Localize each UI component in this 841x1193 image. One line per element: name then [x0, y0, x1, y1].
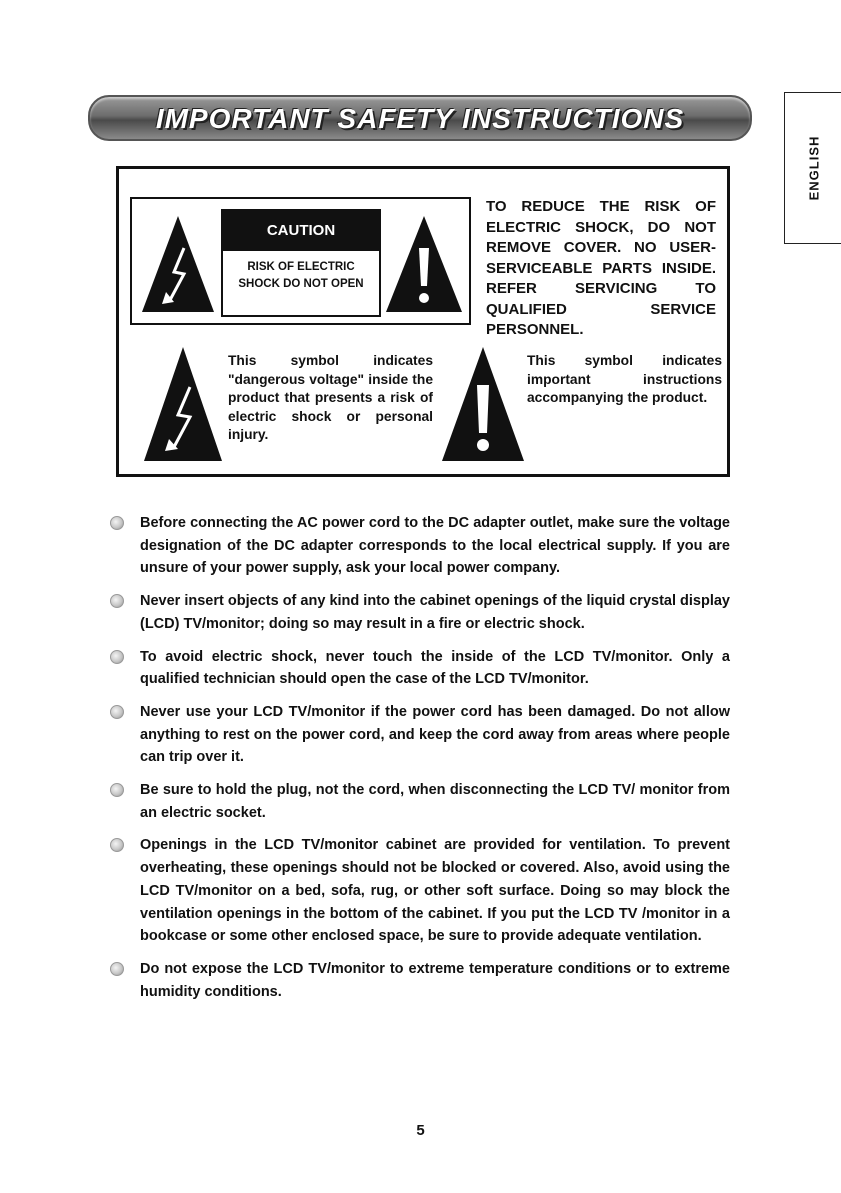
- bullet-icon: [110, 838, 124, 852]
- exclamation-symbol-description: This symbol indicates important instructions accompanying the product.: [527, 353, 722, 405]
- bullet-icon: [110, 783, 124, 797]
- caution-title: CAUTION: [223, 211, 379, 251]
- shock-notice: TO REDUCE THE RISK OF ELECTRIC SHOCK, DO NOT REMOVE COVER. NO USER-SERVICEABLE PARTS INSIDE. REFER SERVICING TO QUALIFIED SERVICE PERSONNEL.: [486, 198, 716, 338]
- bullet-icon: [110, 594, 124, 608]
- list-item: [110, 701, 730, 769]
- lightning-symbol-description: This symbol indicates "dangerous voltage" inside the product that presents a risk of electric shock or personal injury.: [228, 353, 433, 442]
- instruction-text: Never insert objects of any kind into the cabinet openings of the liquid crystal display (LCD) TV/monitor; doing so may result in a fire or electric shock.: [140, 593, 730, 632]
- list-item: [110, 834, 730, 948]
- instruction-text: Do not expose the LCD TV/monitor to extreme temperature conditions or to extreme humidity conditions.: [140, 960, 730, 1000]
- page-number: 5: [416, 1122, 425, 1139]
- instruction-emphasis: If you are unsure of your power supply, ask your local power company.: [140, 537, 730, 577]
- bullet-icon: [110, 650, 124, 664]
- instruction-text: To avoid electric shock, never touch the inside of the LCD TV/monitor. Only a qualified technician should open the case of the LCD TV/monitor.: [140, 648, 730, 688]
- page-title: IMPORTANT SAFETY INSTRUCTIONS: [155, 103, 685, 134]
- bullet-icon: [110, 962, 124, 976]
- language-tab: [784, 92, 841, 244]
- list-item: [110, 779, 730, 824]
- list-item: [110, 512, 730, 580]
- instruction-text: Never use your LCD TV/monitor if the power cord has been damaged. Do not allow anything to rest on the power cord, and keep the cord away from areas where people can trip over it.: [140, 703, 730, 766]
- exclamation-warning-icon: [384, 214, 464, 314]
- instruction-text: Before connecting the AC power cord to the DC adapter outlet, make sure the voltage designation of the DC adapter corresponds to the local electrical supply. If you are unsure of your power supply, ask your local power company.: [140, 515, 730, 577]
- language-label: ENGLISH: [806, 135, 821, 201]
- exclamation-symbol-icon: [440, 345, 526, 463]
- instruction-text: Be sure to hold the plug, not the cord, when disconnecting the LCD TV/ monitor from an electric socket.: [140, 782, 730, 821]
- caution-sign: [221, 209, 381, 317]
- instruction-list: [110, 512, 730, 1003]
- bullet-icon: [110, 705, 124, 719]
- lightning-symbol-icon: [142, 345, 224, 463]
- list-item: [110, 958, 730, 1003]
- caution-text: RISK OF ELECTRIC SHOCK DO NOT OPEN: [238, 261, 364, 290]
- title-banner: [88, 95, 752, 141]
- bullet-icon: [110, 516, 124, 530]
- instruction-text: Openings in the LCD TV/monitor cabinet are provided for ventilation. To prevent overheating, these openings should not be blocked or covered. Also, avoid using the LCD TV/monitor on a bed, sofa, rug, or other soft surface. Doing so may block the ventilation openings in the bottom of the cabinet. If you put the LCD TV /monitor in a bookcase or some other enclosed space, be sure to provide adequate ventilation.: [140, 837, 730, 945]
- list-item: [110, 646, 730, 691]
- lightning-warning-icon: [140, 214, 216, 314]
- list-item: [110, 590, 730, 635]
